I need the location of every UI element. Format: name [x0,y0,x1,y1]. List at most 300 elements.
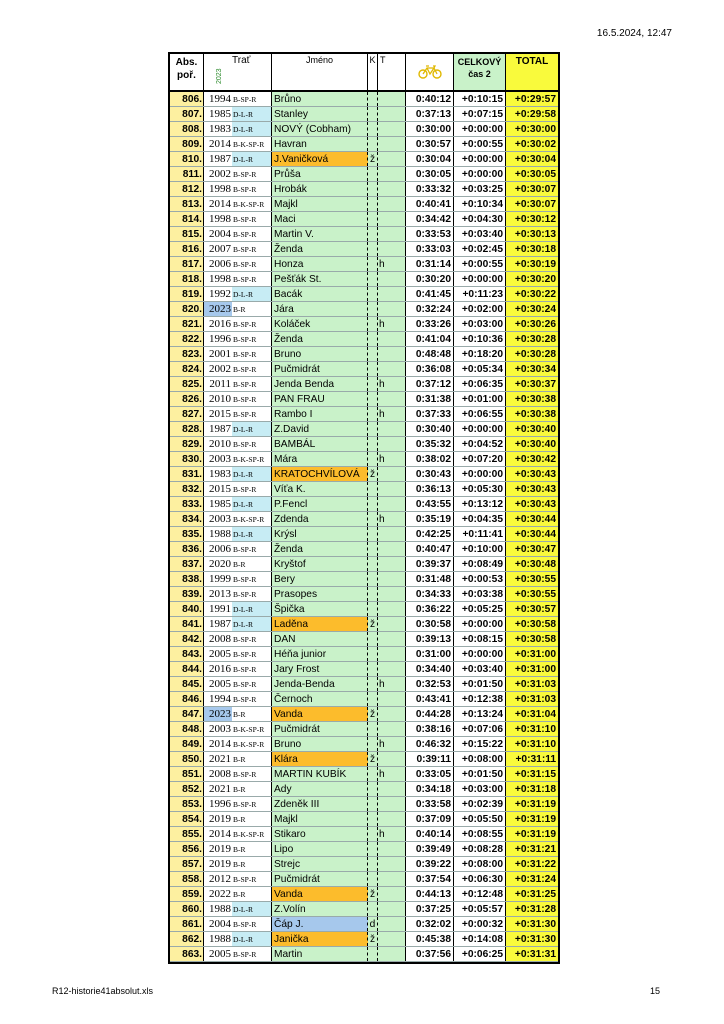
name-cell: Majkl [272,812,368,826]
name-cell: Vanda [272,707,368,721]
rank-cell: 852. [170,782,204,796]
route-cell: B-SP-R [232,767,272,781]
celkovy-cell: +0:11:41 [454,527,506,541]
route-cell: B-SP-R [232,212,272,226]
table-row [170,797,558,812]
name-cell: Víťa K. [272,482,368,496]
table-row [170,857,558,872]
rank-cell: 835. [170,527,204,541]
table-row [170,377,558,392]
rank-cell: 859. [170,887,204,901]
time-cell: 0:33:05 [406,767,454,781]
table-row [170,242,558,257]
t-cell: h [378,407,406,421]
route-cell: B-SP-R [232,362,272,376]
name-cell: Stikaro [272,827,368,841]
k-cell [368,287,378,301]
year-cell: 2021 [204,782,232,796]
year-cell: 1992 [204,287,232,301]
route-cell: B-K-SP-R [232,512,272,526]
route-cell: B-K-SP-R [232,827,272,841]
total-cell: +0:30:43 [506,482,558,496]
year-cell: 1999 [204,572,232,586]
name-cell: Jary Frost [272,662,368,676]
total-cell: +0:30:37 [506,377,558,391]
k-cell: d [368,917,378,931]
k-cell [368,782,378,796]
celkovy-cell: +0:07:20 [454,452,506,466]
t-cell [378,662,406,676]
name-cell: Čáp J. [272,917,368,931]
route-cell: B-SP-R [232,272,272,286]
name-cell: Vanda [272,887,368,901]
t-cell: h [378,452,406,466]
k-cell [368,437,378,451]
year-cell: 2010 [204,392,232,406]
t-cell [378,857,406,871]
name-cell: Krýsl [272,527,368,541]
year-cell: 2019 [204,842,232,856]
celkovy-cell: +0:12:38 [454,692,506,706]
table-row [170,92,558,107]
rank-cell: 841. [170,617,204,631]
rank-cell: 863. [170,947,204,961]
celkovy-cell: +0:10:15 [454,92,506,106]
rank-cell: 836. [170,542,204,556]
route-cell: B-SP-R [232,182,272,196]
time-cell: 0:48:48 [406,347,454,361]
route-cell: B-SP-R [232,632,272,646]
celkovy-cell: +0:04:52 [454,437,506,451]
name-cell: Mára [272,452,368,466]
t-cell [378,422,406,436]
time-cell: 0:41:45 [406,287,454,301]
total-cell: +0:30:07 [506,182,558,196]
route-cell: B-K-SP-R [232,452,272,466]
year-cell: 2005 [204,677,232,691]
total-cell: +0:30:40 [506,437,558,451]
total-cell: +0:30:13 [506,227,558,241]
table-row [170,557,558,572]
k-cell [368,677,378,691]
time-cell: 0:36:08 [406,362,454,376]
table-row [170,947,558,962]
route-cell: B-SP-R [232,692,272,706]
t-cell [378,527,406,541]
year-cell: 1988 [204,527,232,541]
time-cell: 0:30:05 [406,167,454,181]
route-cell: B-SP-R [232,872,272,886]
table-row [170,317,558,332]
t-cell [378,212,406,226]
table-row [170,332,558,347]
total-cell: +0:31:30 [506,932,558,946]
k-cell [368,602,378,616]
year-cell: 2002 [204,167,232,181]
total-cell: +0:29:58 [506,107,558,121]
year-cell: 2015 [204,482,232,496]
k-cell [368,662,378,676]
name-cell: Brůno [272,92,368,106]
name-cell: MARTIN KUBÍK [272,767,368,781]
total-cell: +0:30:26 [506,317,558,331]
celkovy-cell: +0:03:00 [454,317,506,331]
route-cell: B-SP-R [232,407,272,421]
time-cell: 0:32:02 [406,917,454,931]
total-cell: +0:30:44 [506,527,558,541]
rank-cell: 821. [170,317,204,331]
time-cell: 0:35:19 [406,512,454,526]
rank-cell: 808. [170,122,204,136]
rank-cell: 858. [170,872,204,886]
year-cell: 1996 [204,797,232,811]
table-row [170,587,558,602]
rank-cell: 825. [170,377,204,391]
t-cell [378,437,406,451]
t-cell: h [378,512,406,526]
time-cell: 0:30:40 [406,422,454,436]
table-row [170,152,558,167]
year-cell: 2013 [204,587,232,601]
t-cell [378,137,406,151]
time-cell: 0:38:02 [406,452,454,466]
k-cell [368,452,378,466]
t-cell [378,602,406,616]
rank-cell: 862. [170,932,204,946]
year-cell: 2004 [204,917,232,931]
total-cell: +0:31:19 [506,827,558,841]
total-cell: +0:30:57 [506,602,558,616]
t-cell [378,107,406,121]
route-cell: B-R [232,557,272,571]
rank-cell: 827. [170,407,204,421]
table-header [170,54,558,92]
rank-cell: 860. [170,902,204,916]
t-cell [378,647,406,661]
t-cell: h [378,827,406,841]
celkovy-cell: +0:03:40 [454,662,506,676]
year-cell: 2003 [204,452,232,466]
celkovy-cell: +0:05:25 [454,602,506,616]
k-cell: ž [368,467,378,481]
celkovy-cell: +0:00:32 [454,917,506,931]
k-cell [368,302,378,316]
celkovy-cell: +0:13:24 [454,707,506,721]
total-cell: +0:31:11 [506,752,558,766]
time-cell: 0:40:14 [406,827,454,841]
name-cell: Ady [272,782,368,796]
total-cell: +0:30:18 [506,242,558,256]
rank-cell: 854. [170,812,204,826]
rank-cell: 857. [170,857,204,871]
table-row [170,302,558,317]
total-cell: +0:30:28 [506,347,558,361]
header-trat: Trať [232,54,272,90]
name-cell: Laděna [272,617,368,631]
rank-cell: 810. [170,152,204,166]
year-cell: 2004 [204,227,232,241]
celkovy-cell: +0:03:40 [454,227,506,241]
route-cell: D-L-R [232,422,272,436]
header-t: T [378,54,406,90]
total-cell: +0:31:19 [506,812,558,826]
name-cell: Bacák [272,287,368,301]
celkovy-cell: +0:03:00 [454,782,506,796]
time-cell: 0:30:57 [406,137,454,151]
celkovy-cell: +0:00:00 [454,647,506,661]
year-cell: 2007 [204,242,232,256]
celkovy-cell: +0:06:55 [454,407,506,421]
k-cell [368,347,378,361]
rank-cell: 845. [170,677,204,691]
k-cell [368,272,378,286]
table-row [170,467,558,482]
celkovy-cell: +0:05:30 [454,482,506,496]
rank-cell: 846. [170,692,204,706]
name-cell: Zdenda [272,512,368,526]
year-cell: 2023 [204,707,232,721]
rank-cell: 816. [170,242,204,256]
k-cell [368,197,378,211]
k-cell [368,572,378,586]
total-cell: +0:31:24 [506,872,558,886]
time-cell: 0:31:00 [406,647,454,661]
table-row [170,482,558,497]
celkovy-cell: +0:00:00 [454,167,506,181]
celkovy-cell: +0:01:00 [454,392,506,406]
name-cell: Jára [272,302,368,316]
t-cell [378,947,406,961]
total-cell: +0:30:34 [506,362,558,376]
route-cell: B-R [232,752,272,766]
rank-cell: 829. [170,437,204,451]
k-cell [368,842,378,856]
time-cell: 0:39:49 [406,842,454,856]
file-name: R12-historie41absolut.xls [52,986,154,996]
time-cell: 0:37:56 [406,947,454,961]
name-cell: Hrobák [272,182,368,196]
year-cell: 2003 [204,722,232,736]
year-cell: 2001 [204,347,232,361]
t-cell [378,722,406,736]
t-cell [378,542,406,556]
total-cell: +0:30:12 [506,212,558,226]
celkovy-cell: +0:01:50 [454,767,506,781]
year-cell: 1983 [204,122,232,136]
celkovy-cell: +0:14:08 [454,932,506,946]
year-cell: 2019 [204,812,232,826]
route-cell: B-SP-R [232,92,272,106]
t-cell [378,92,406,106]
rank-cell: 848. [170,722,204,736]
name-cell: Martin [272,947,368,961]
table-row [170,842,558,857]
k-cell [368,542,378,556]
year-cell: 2005 [204,647,232,661]
t-cell: h [378,737,406,751]
total-cell: +0:31:15 [506,767,558,781]
t-cell [378,392,406,406]
celkovy-cell: +0:06:25 [454,947,506,961]
k-cell [368,332,378,346]
route-cell: B-K-SP-R [232,137,272,151]
name-cell: Rambo I [272,407,368,421]
name-cell: J.Vaničková [272,152,368,166]
name-cell: Bruno [272,347,368,361]
table-row [170,782,558,797]
year-cell: 2023 [204,302,232,316]
year-cell: 2016 [204,317,232,331]
route-cell: B-R [232,857,272,871]
t-cell [378,557,406,571]
name-cell: Lipo [272,842,368,856]
year-cell: 2012 [204,872,232,886]
route-cell: B-SP-R [232,572,272,586]
k-cell [368,827,378,841]
total-cell: +0:31:31 [506,947,558,961]
celkovy-cell: +0:18:20 [454,347,506,361]
t-cell [378,692,406,706]
rank-cell: 832. [170,482,204,496]
time-cell: 0:37:09 [406,812,454,826]
print-timestamp: 16.5.2024, 12:47 [596,28,672,39]
total-cell: +0:30:07 [506,197,558,211]
year-cell: 1985 [204,107,232,121]
table-row [170,407,558,422]
celkovy-cell: +0:15:22 [454,737,506,751]
name-cell: P.Fencl [272,497,368,511]
route-cell: D-L-R [232,602,272,616]
name-cell: Martin V. [272,227,368,241]
year-cell: 1991 [204,602,232,616]
route-cell: B-SP-R [232,332,272,346]
k-cell [368,317,378,331]
year-cell: 2014 [204,197,232,211]
total-cell: +0:30:43 [506,497,558,511]
table-row [170,362,558,377]
total-cell: +0:31:22 [506,857,558,871]
header-abs-por: Abs. poř. [170,54,204,90]
k-cell [368,497,378,511]
t-cell [378,197,406,211]
time-cell: 0:37:12 [406,377,454,391]
table-row [170,917,558,932]
total-cell: +0:31:10 [506,722,558,736]
table-row [170,902,558,917]
name-cell: PAN FRAU [272,392,368,406]
route-cell: D-L-R [232,287,272,301]
route-cell: B-R [232,707,272,721]
t-cell [378,182,406,196]
total-cell: +0:31:28 [506,902,558,916]
route-cell: D-L-R [232,152,272,166]
year-cell: 2010 [204,437,232,451]
year-cell: 2008 [204,767,232,781]
year-cell: 1994 [204,692,232,706]
year-cell: 1998 [204,272,232,286]
t-cell [378,932,406,946]
t-cell [378,272,406,286]
rank-cell: 807. [170,107,204,121]
k-cell [368,107,378,121]
time-cell: 0:31:14 [406,257,454,271]
k-cell [368,722,378,736]
t-cell [378,617,406,631]
year-cell: 1998 [204,182,232,196]
route-cell: B-R [232,842,272,856]
k-cell [368,872,378,886]
celkovy-cell: +0:08:49 [454,557,506,571]
name-cell: Kryštof [272,557,368,571]
total-cell: +0:30:38 [506,392,558,406]
t-cell: h [378,767,406,781]
total-cell: +0:31:03 [506,677,558,691]
celkovy-cell: +0:05:57 [454,902,506,916]
time-cell: 0:33:53 [406,227,454,241]
year-cell: 2022 [204,887,232,901]
route-cell: B-SP-R [232,317,272,331]
time-cell: 0:34:40 [406,662,454,676]
route-cell: B-SP-R [232,377,272,391]
k-cell [368,167,378,181]
k-cell: ž [368,887,378,901]
table-row [170,632,558,647]
t-cell [378,362,406,376]
t-cell [378,632,406,646]
name-cell: Klára [272,752,368,766]
rank-cell: 850. [170,752,204,766]
year-cell: 2014 [204,737,232,751]
total-cell: +0:31:19 [506,797,558,811]
k-cell [368,512,378,526]
celkovy-cell: +0:00:00 [454,467,506,481]
rank-cell: 851. [170,767,204,781]
table-row [170,752,558,767]
time-cell: 0:39:11 [406,752,454,766]
t-cell [378,812,406,826]
table-row [170,437,558,452]
table-row [170,737,558,752]
header-k: K [368,54,378,90]
rank-cell: 856. [170,842,204,856]
k-cell [368,482,378,496]
celkovy-cell: +0:02:45 [454,242,506,256]
total-cell: +0:31:30 [506,917,558,931]
table-row [170,512,558,527]
celkovy-cell: +0:04:35 [454,512,506,526]
time-cell: 0:33:32 [406,182,454,196]
k-cell [368,902,378,916]
time-cell: 0:38:16 [406,722,454,736]
total-cell: +0:30:04 [506,152,558,166]
rank-cell: 840. [170,602,204,616]
total-cell: +0:30:24 [506,302,558,316]
celkovy-cell: +0:00:00 [454,122,506,136]
name-cell: Prasopes [272,587,368,601]
year-cell: 2019 [204,857,232,871]
table-row [170,827,558,842]
year-cell: 2005 [204,947,232,961]
rank-cell: 817. [170,257,204,271]
celkovy-cell: +0:08:28 [454,842,506,856]
route-cell: B-SP-R [232,947,272,961]
celkovy-cell: +0:07:15 [454,107,506,121]
header-total: TOTAL [506,54,558,90]
rank-cell: 837. [170,557,204,571]
name-cell: Z.David [272,422,368,436]
time-cell: 0:40:47 [406,542,454,556]
year-cell: 2011 [204,377,232,391]
